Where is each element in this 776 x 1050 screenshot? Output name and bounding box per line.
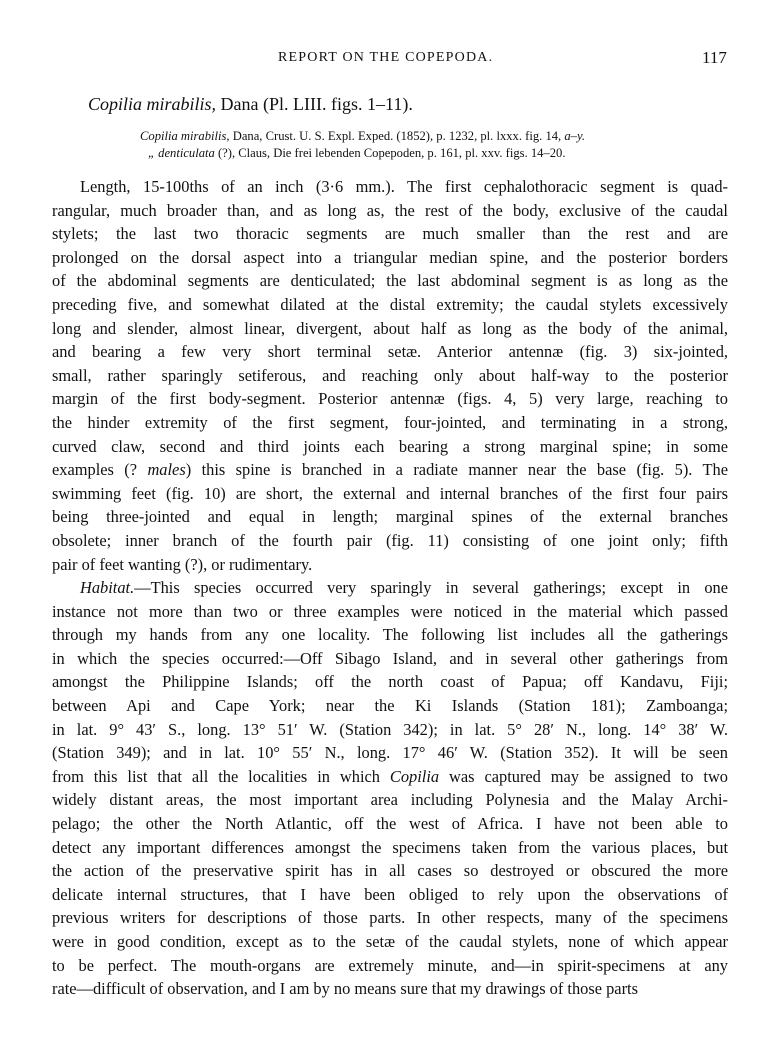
text-line: widely distant areas, the most important area including Polynesia and the Malay Archi- (52, 790, 728, 810)
running-title: REPORT ON THE COPEPODA. (278, 50, 494, 65)
synonymy-block (140, 128, 720, 162)
text-line: of the abdominal segments are denticulated; the last abdominal segment is as long as the (52, 271, 728, 291)
italic-term: males (147, 460, 186, 480)
text-segment: ) this spine is branched in a radiate manner near the base (fig. 5). The (185, 460, 728, 480)
text-line: detect any important differences amongst the specimens taken from the various places, but (52, 837, 728, 857)
text-line: through my hands from any one locality. The following list includes all the gatherings (52, 625, 728, 645)
text-line (52, 576, 728, 600)
text-line (52, 458, 728, 482)
text-segment: from this list that all the localities in which (52, 766, 390, 786)
description-paragraph (52, 175, 728, 576)
synonymy-line (140, 128, 720, 145)
text-line: curved claw, second and third joints each bearing a strong marginal spine; in some (52, 436, 728, 456)
text-line: the action of the preservative spirit has in all cases so destroyed or obscured the more (52, 861, 728, 881)
text-line: the hinder extremity of the first segment, four-jointed, and terminating in a strong, (52, 412, 728, 432)
text-line: obsolete; inner branch of the fourth pair (fig. 11) consisting of one joint only; fifth (52, 530, 728, 550)
text-line: rangular, much broader than, and as long as, the rest of the body, exclusive of the caudal (52, 200, 728, 220)
running-head (0, 50, 776, 72)
species-heading (88, 94, 413, 115)
text-line: stylets; the last two thoracic segments are much smaller than the rest and are (52, 224, 728, 244)
synonym-figure-range: a–y. (564, 129, 585, 143)
text-line (52, 765, 728, 789)
text-segment: was captured may be assigned to two (439, 766, 729, 786)
synonym-name: Copilia mirabilis, (140, 129, 230, 143)
text-line: margin of the first body-segment. Posterior antennæ (figs. 4, 5) very large, reaching to (52, 389, 728, 409)
text-segment: —This species occurred very sparingly in several gatherings; except in one (134, 578, 728, 598)
text-line: Length, 15-100ths of an inch (3·6 mm.). The first cephalothoracic segment is quad- (80, 177, 728, 196)
synonymy-line (140, 145, 720, 162)
text-line: preceding five, and somewhat dilated at the distal extremity; the caudal stylets excessively (52, 294, 728, 314)
text-line: prolonged on the dorsal aspect into a triangular median spine, and the posterior borders (52, 247, 728, 267)
text-line: previous writers for descriptions of those parts. In other respects, many of the specimens (52, 908, 728, 928)
text-line: rate—difficult of observation, and I am by no means sure that my drawings of those parts (52, 979, 638, 999)
text-line: in which the species occurred:—Off Sibago Island, and in several other gatherings from (52, 648, 728, 668)
text-line: (Station 349); and in lat. 10° 55′ N., long. 17° 46′ W. (Station 352). It will be seen (52, 743, 728, 763)
text-line: amongst the Philippine Islands; off the north coast of Papua; off Kandavu, Fiji; (52, 672, 728, 692)
text-line: were in good condition, except as to the setæ of the caudal stylets, none of which appear (52, 932, 728, 951)
habitat-paragraph (52, 576, 728, 1001)
species-authority: Dana (Pl. LIII. figs. 1–11). (216, 94, 413, 114)
text-line: between Api and Cape York; near the Ki Islands (Station 181); Zamboanga; (52, 696, 728, 716)
synonym-citation: Dana, Crust. U. S. Expl. Exped. (1852), p. 1232, pl. lxxx. fig. 14, (229, 129, 565, 143)
text-line: pair of feet wanting (?), or rudimentary. (52, 554, 313, 574)
italic-term: Habitat. (80, 578, 135, 598)
text-line: delicate internal structures, that I have been obliged to rely upon the observations of (52, 884, 728, 904)
text-line: to be perfect. The mouth-organs are extremely minute, and—in spirit-specimens at any (52, 955, 728, 975)
text-line: being three-jointed and equal in length; marginal spines of the external branches (52, 507, 728, 527)
text-segment: examples (? (52, 460, 148, 480)
text-line: swimming feet (fig. 10) are short, the external and internal branches of the first four pairs (52, 483, 728, 503)
species-name: Copilia mirabilis, (88, 94, 217, 114)
text-line: in lat. 9° 43′ S., long. 13° 51′ W. (Station 342); in lat. 5° 28′ N., long. 14° 38′ W. (52, 719, 728, 739)
text-line: small, rather sparingly setiferous, and reaching only about half-way to the posterior (52, 365, 728, 385)
page-number: 117 (702, 48, 727, 67)
italic-term: Copilia (389, 766, 440, 786)
text-line: instance not more than two or three examples were noticed in the material which passed (52, 601, 728, 621)
synonym-name: „ denticulata (148, 146, 215, 160)
text-line: and bearing a few very short terminal setæ. Anterior antennæ (fig. 3) six-jointed, (52, 342, 728, 362)
body-text (52, 175, 728, 1001)
text-line: pelago; the other the North Atlantic, off the west of Africa. I have not been able to (52, 814, 728, 834)
text-line: long and slender, almost linear, divergent, about half as long as the body of the animal, (52, 318, 728, 338)
synonym-citation: (?), Claus, Die frei lebenden Copepoden, p. 161, pl. xxv. figs. 14–20. (214, 146, 566, 160)
